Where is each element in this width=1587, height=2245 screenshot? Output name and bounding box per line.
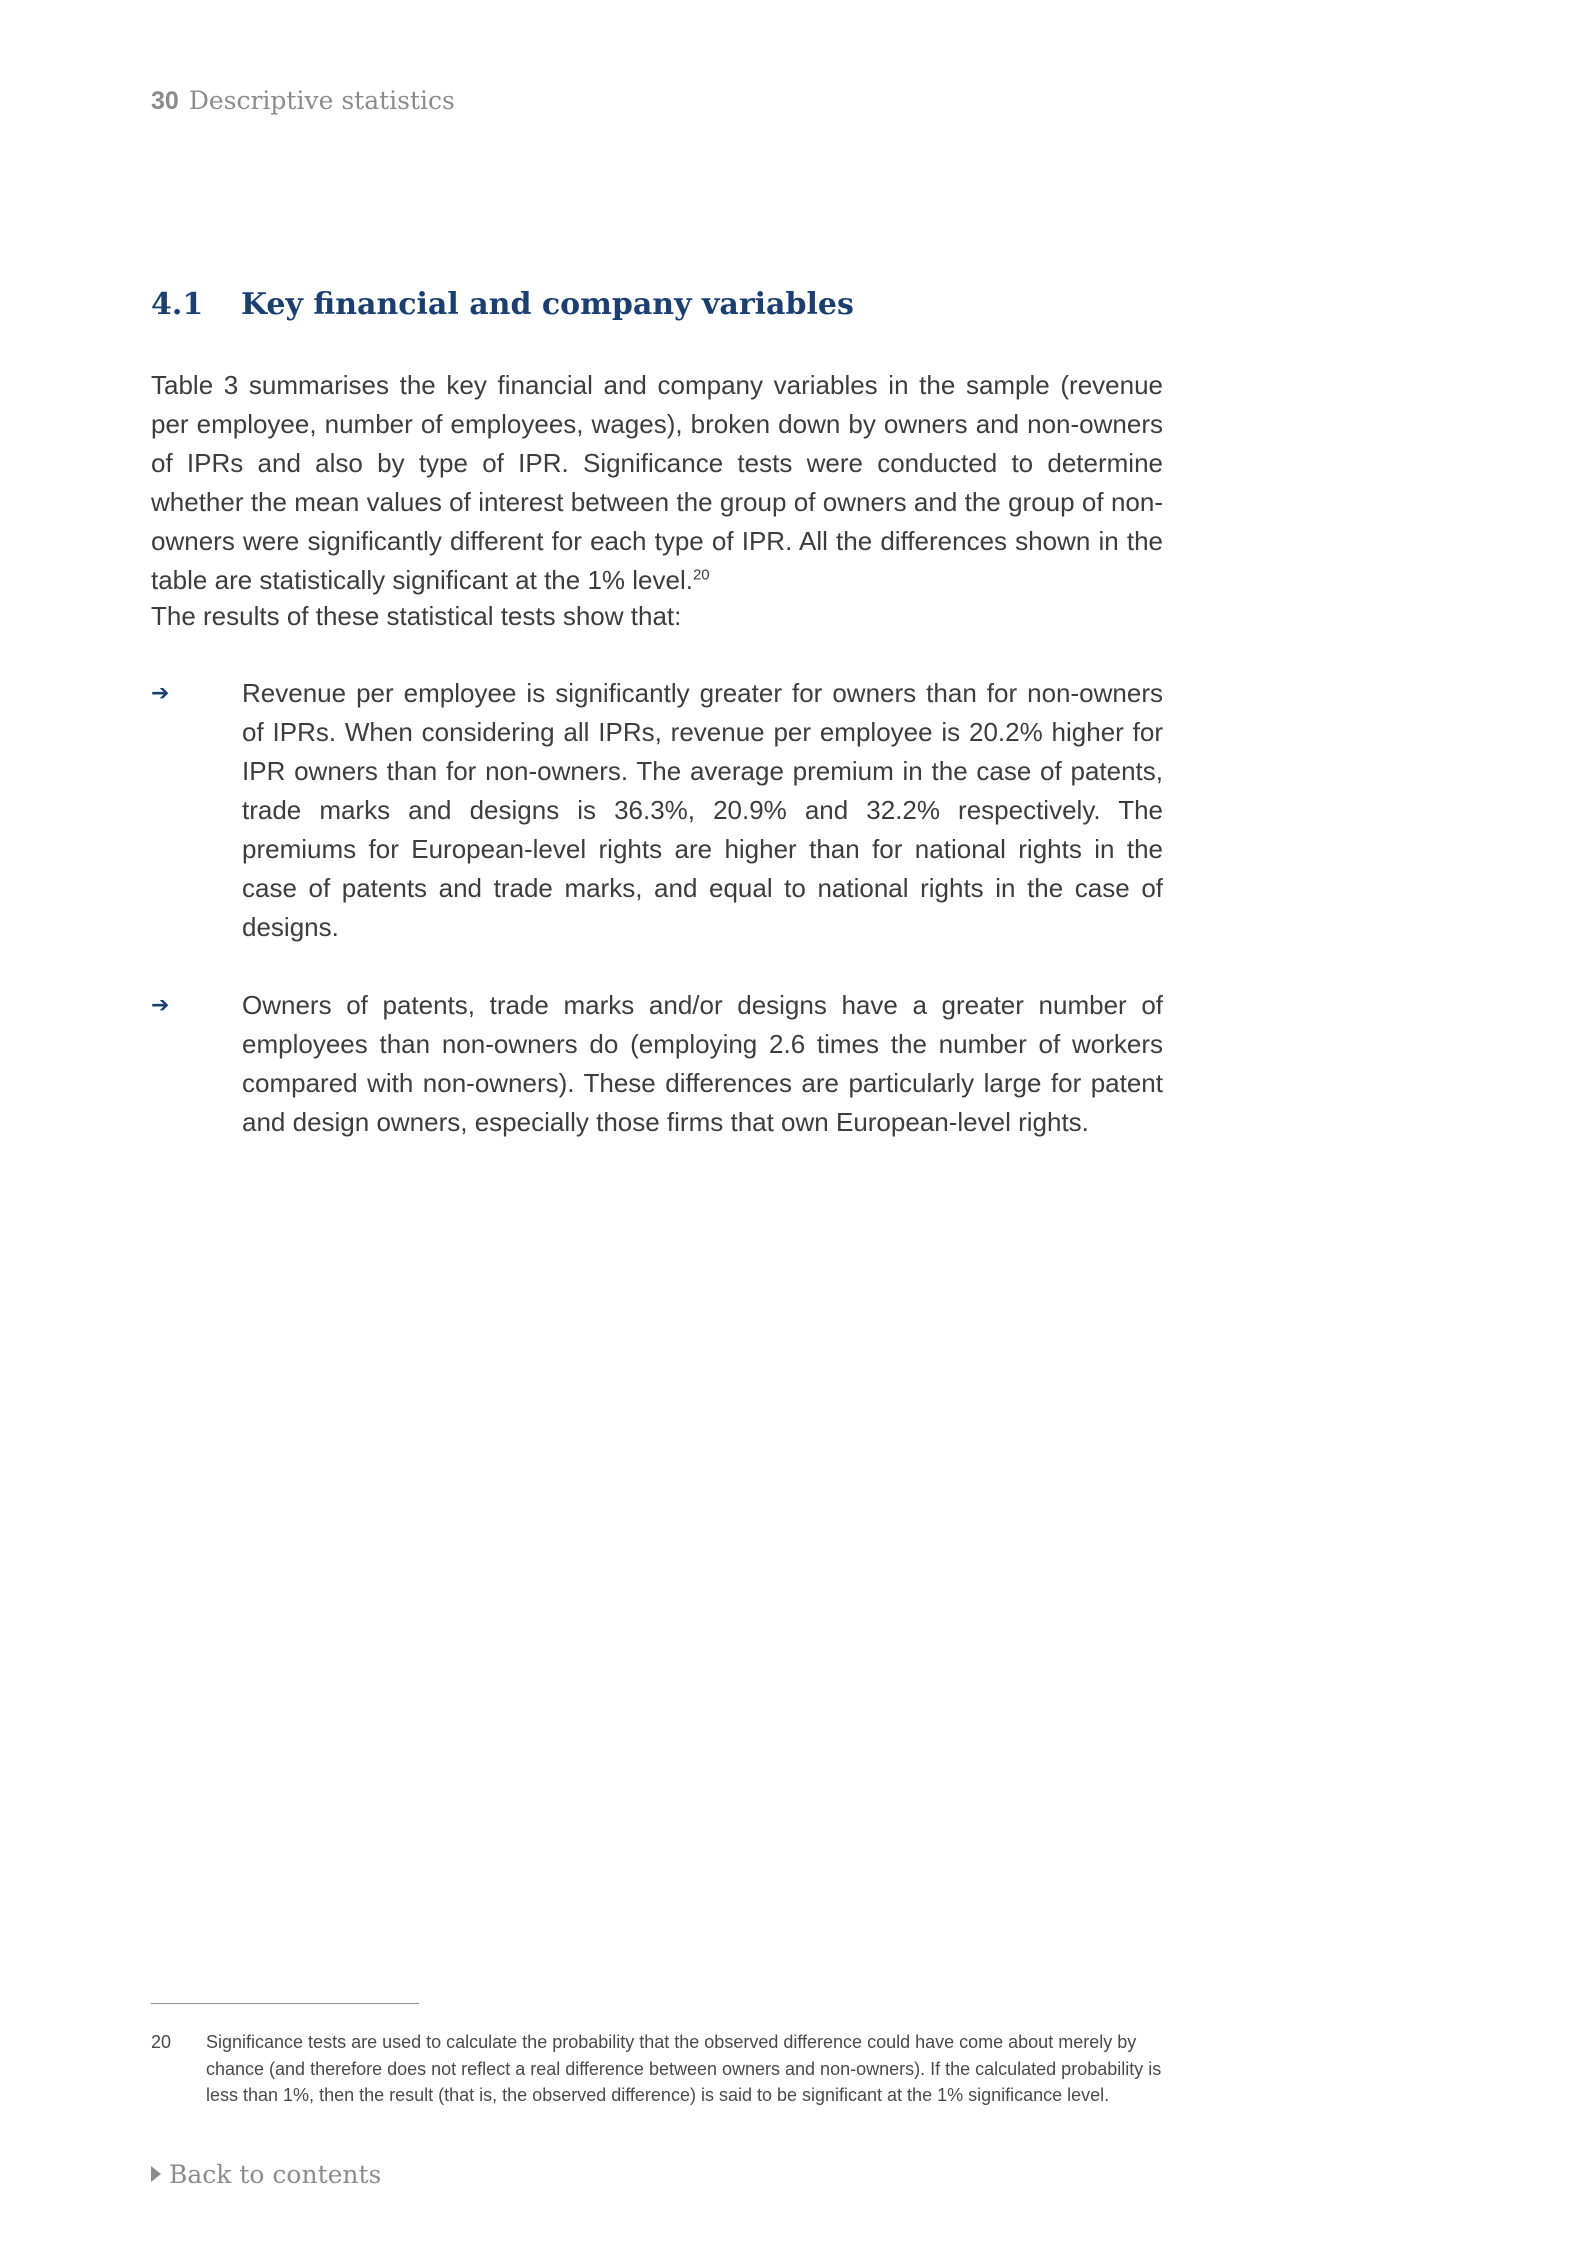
intro-text: Table 3 summarises the key financial and company variables in the sample (revenue per employee, number of employees, wages), broken down by owners and non-owners of IPRs and also by type of IPR. Significance tests were conducted to determine whether the mean values of interest between the group of owners and the group of non-owners were significantly different for each type of IPR. All the differences shown in the table are statistically significant at the 1% level.	[151, 370, 1163, 595]
arrow-right-icon: ➔	[151, 993, 170, 1018]
page-header	[151, 86, 455, 116]
footnote-divider	[151, 2003, 419, 2004]
back-to-contents-label: Back to contents	[169, 2160, 382, 2189]
footnote-number: 20	[151, 2032, 172, 2052]
lead-paragraph: The results of these statistical tests show that:	[151, 601, 682, 631]
list-item-text: Revenue per employee is significantly greater for owners than for non-owners of IPRs. When considering all IPRs, revenue per employee is 20.2% higher for IPR owners than for non-owners. The average premium in the case of patents, trade marks and designs is 36.3%, 20.9% and 32.2% respectively. The premiums for European-level rights are higher than for national rights in the case of patents and trade marks, and equal to national rights in the case of designs.	[242, 678, 1163, 942]
section-number: 4.1	[151, 287, 204, 322]
section-heading	[151, 287, 854, 322]
back-to-contents-link[interactable]	[151, 2160, 381, 2189]
list-item	[151, 986, 1163, 1142]
list-item-text: Owners of patents, trade marks and/or designs have a greater number of employees than non-owners do (employing 2.6 times the number of workers compared with non-owners). These differences are particularly large for patent and design owners, especially those firms that own European-level rights.	[242, 990, 1163, 1137]
page-number: 30	[151, 87, 179, 115]
footnote-text: Significance tests are used to calculate the probability that the observed difference could have come about merely by chance (and therefore does not reflect a real difference between owners and non-owners). If the calculated probability is less than 1%, then the result (that is, the observed difference) is said to be significant at the 1% significance level.	[206, 2032, 1162, 2105]
footnote	[151, 2029, 1163, 2109]
section-title: Key financial and company variables	[241, 287, 854, 322]
footnote-reference[interactable]: 20	[692, 566, 710, 584]
findings-list	[151, 674, 1163, 1181]
arrow-right-icon: ➔	[151, 681, 170, 706]
list-item	[151, 674, 1163, 947]
triangle-right-icon	[151, 2166, 161, 2182]
intro-paragraph	[151, 366, 1163, 600]
running-title: Descriptive statistics	[188, 86, 455, 115]
